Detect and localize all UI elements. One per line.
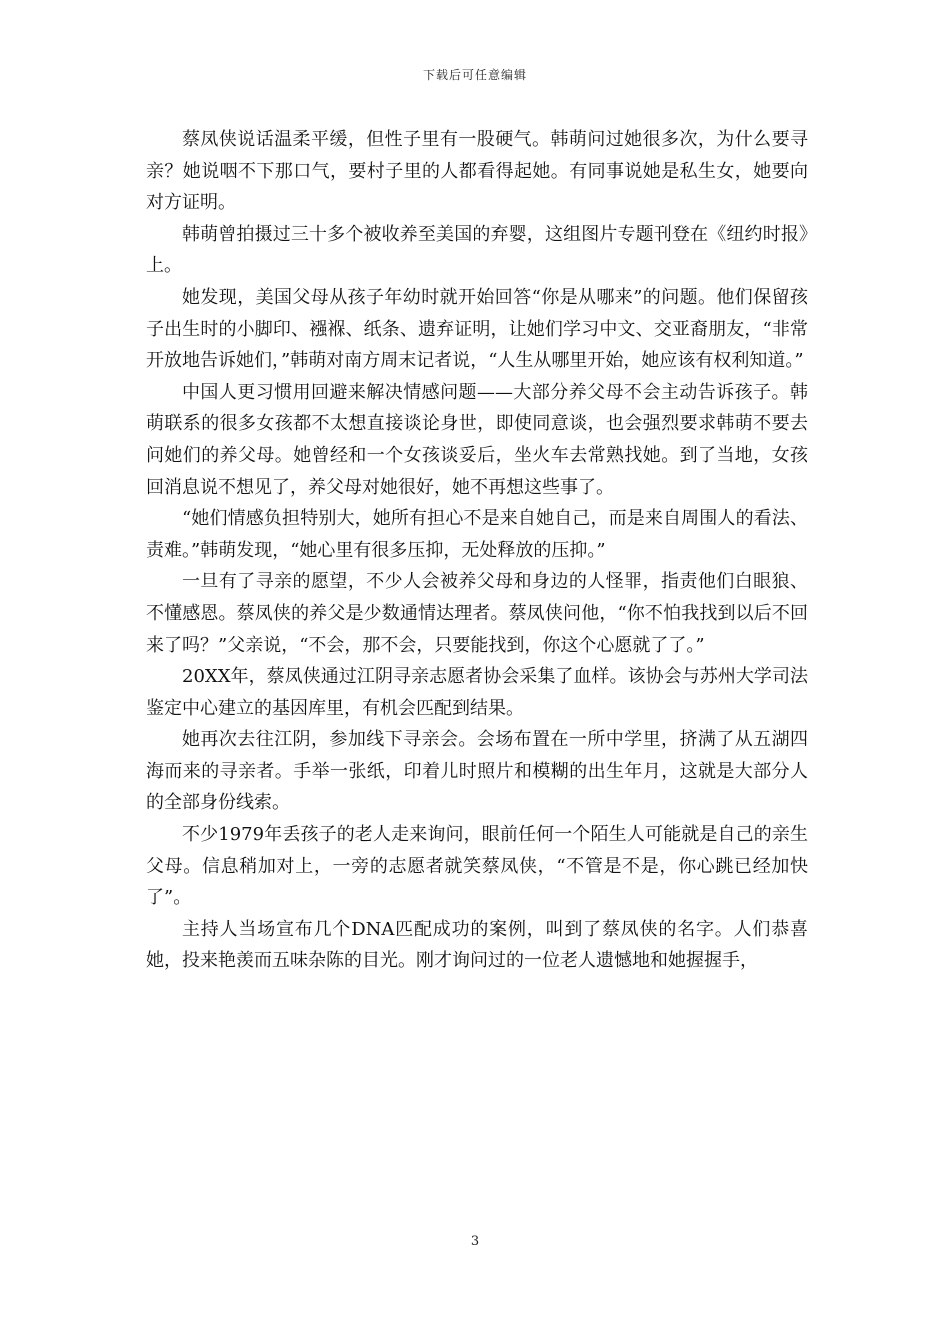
- document-body: [146, 124, 808, 977]
- paragraph: 蔡凤侠说话温柔平缓，但性子里有一股硬气。韩萌问过她很多次，为什么要寻亲？她说咽不下那口气，要村子里的人都看得起她。有同事说她是私生女，她要向对方证明。: [146, 129, 808, 214]
- paragraph: 一旦有了寻亲的愿望，不少人会被养父母和身边的人怪罪，指责他们白眼狼、不懂感恩。蔡凤侠的养父是少数通情达理者。蔡凤侠问他，“你不怕我找到以后不回来了吗？”父亲说，“不会，那不会，只要能找到，你这个心愿就了了。”: [146, 571, 808, 656]
- paragraph: “她们情感负担特别大，她所有担心不是来自她自己，而是来自周围人的看法、责难。”韩萌发现，“她心里有很多压抑，无处释放的压抑。”: [146, 508, 808, 561]
- paragraph: 中国人更习惯用回避来解决情感问题——大部分养父母不会主动告诉孩子。韩萌联系的很多女孩都不太想直接谈论身世，即使同意谈，也会强烈要求韩萌不要去问她们的养父母。她曾经和一个女孩谈妥后，坐火车去常熟找她。到了当地，女孩回消息说不想见了，养父母对她很好，她不再想这些事了。: [146, 381, 808, 498]
- paragraph: 她发现，美国父母从孩子年幼时就开始回答“你是从哪来”的问题。他们保留孩子出生时的小脚印、襁褓、纸条、遗弃证明，让她们学习中文、交亚裔朋友，“非常开放地告诉她们，”韩萌对南方周末记者说，“人生从哪里开始，她应该有权利知道。”: [146, 286, 808, 372]
- page-header: 下载后可任意编辑: [422, 68, 527, 82]
- paragraph: 不少1979年丢孩子的老人走来询问，眼前任何一个陌生人可能就是自己的亲生父母。信息稍加对上，一旁的志愿者就笑蔡凤侠，“不管是不是，你心跳已经加快了”。: [146, 824, 808, 909]
- paragraph: 20XX年，蔡凤侠通过江阴寻亲志愿者协会采集了血样。该协会与苏州大学司法鉴定中心建立的基因库里，有机会匹配到结果。: [146, 666, 808, 719]
- paragraph: 她再次去往江阴，参加线下寻亲会。会场布置在一所中学里，挤满了从五湖四海而来的寻亲者。手举一张纸，印着儿时照片和模糊的出生年月，这就是大部分人的全部身份线索。: [146, 729, 808, 814]
- paragraph: 主持人当场宣布几个DNA匹配成功的案例，叫到了蔡凤侠的名字。人们恭喜她，投来艳羡而五味杂陈的目光。刚才询问过的一位老人遗憾地和她握握手，: [146, 918, 808, 972]
- page-number: 3: [470, 1234, 480, 1249]
- paragraph: 韩萌曾拍摄过三十多个被收养至美国的弃婴，这组图片专题刊登在《纽约时报》上。: [146, 223, 808, 277]
